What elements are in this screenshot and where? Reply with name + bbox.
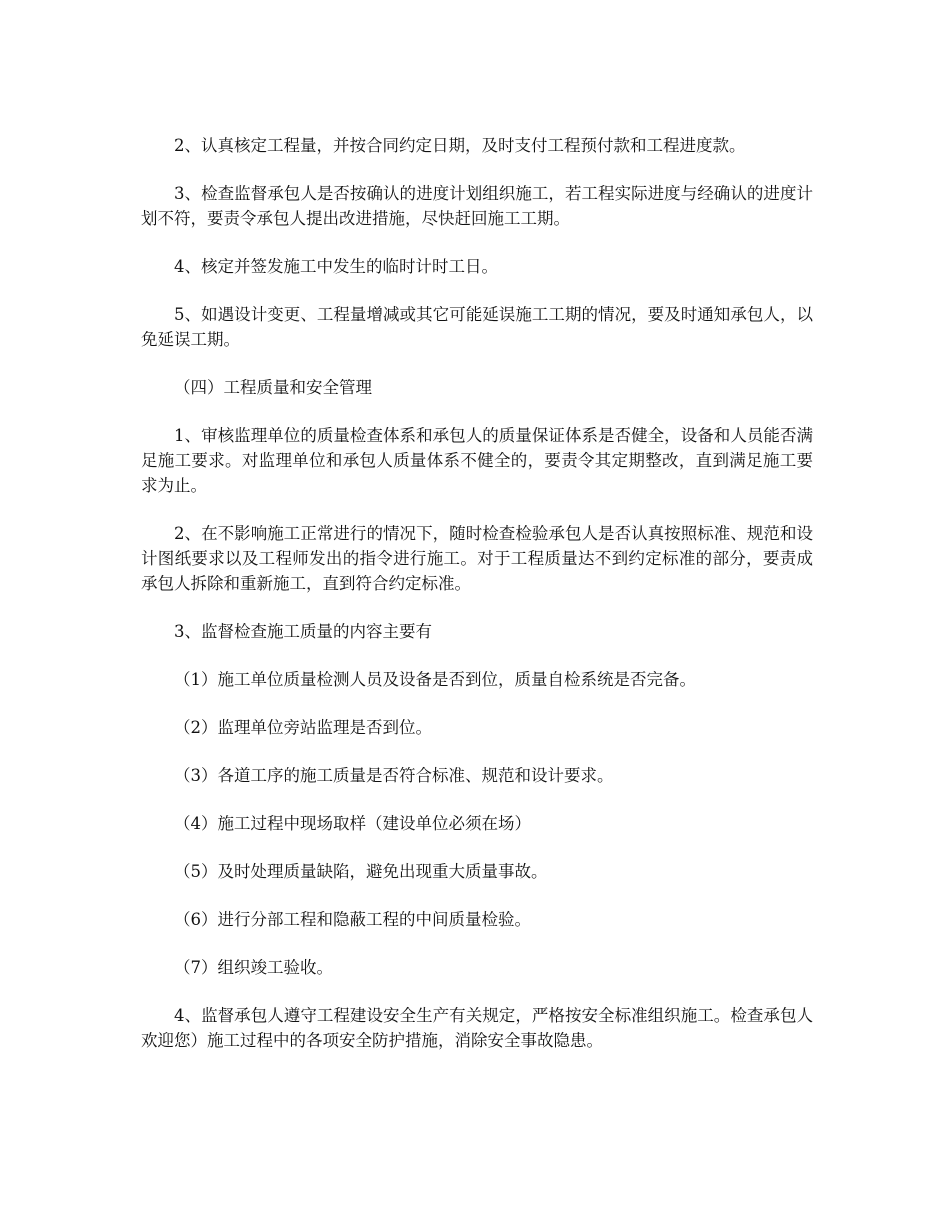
paragraph-schedule-check: 3、检查监督承包人是否按确认的进度计划组织施工，若工程实际进度与经确认的进度计划不符，要责令承包人提出改进措施，尽快赶回施工工期。: [141, 184, 813, 228]
list-item-1: （1）施工单位质量检测人员及设备是否到位，质量自检系统是否完备。: [174, 670, 696, 689]
section-heading-quality-safety: （四）工程质量和安全管理: [174, 378, 372, 397]
document-body: [141, 133, 813, 1076]
paragraph-safety-supervision: 4、监督承包人遵守工程建设安全生产有关规定，严格按安全标准组织施工。检查承包人欢迎您）施工过程中的各项安全防护措施，消除安全事故隐患。: [141, 1006, 813, 1050]
list-item-6: （6）进行分部工程和隐蔽工程的中间质量检验。: [174, 910, 531, 929]
paragraph-design-changes: 5、如遇设计变更、工程量增减或其它可能延误施工工期的情况，要及时通知承包人，以免延误工期。: [141, 305, 813, 349]
paragraph-temporary-workdays: 4、核定并签发施工中发生的临时计时工日。: [174, 257, 498, 276]
list-item-2: （2）监理单位旁站监理是否到位。: [174, 718, 432, 737]
paragraph-progress-payment: 2、认真核定工程量，并按合同约定日期，及时支付工程预付款和工程进度款。: [174, 136, 746, 155]
paragraph-quality-system-review: 1、审核监理单位的质量检查体系和承包人的质量保证体系是否健全，设备和人员能否满足施工要求。对监理单位和承包人质量体系不健全的，要责令其定期整改，直到满足施工要求为止。: [141, 426, 813, 495]
paragraph-quality-content-intro: 3、监督检查施工质量的内容主要有: [174, 622, 432, 641]
paragraph-construction-inspection: 2、在不影响施工正常进行的情况下，随时检查检验承包人是否认真按照标准、规范和设计图纸要求以及工程师发出的指令进行施工。对于工程质量达不到约定标准的部分，要责成承包人拆除和重新施工，直到符合约定标准。: [141, 524, 813, 593]
list-item-3: （3）各道工序的施工质量是否符合标准、规范和设计要求。: [174, 766, 614, 785]
list-item-4: （4）施工过程中现场取样（建设单位必须在场）: [174, 814, 531, 833]
list-item-7: （7）组织竣工验收。: [174, 958, 333, 977]
list-item-5: （5）及时处理质量缺陷，避免出现重大质量事故。: [174, 862, 548, 881]
